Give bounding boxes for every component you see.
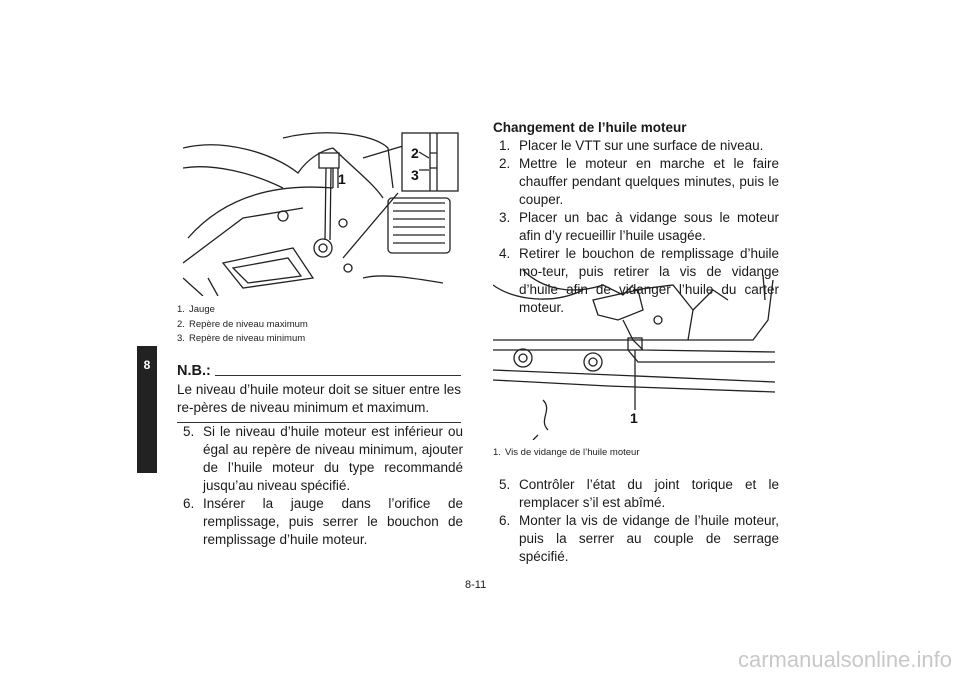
right-steps-list-2: [499, 476, 779, 566]
watermark: carmanualsonline.info: [737, 647, 952, 672]
figure2-caption: [493, 446, 640, 461]
section-title: Changement de l’huile moteur: [493, 120, 687, 135]
list-item: 5. Contrôler l’état du joint torique et le remplacer s’il est abîmé.: [499, 477, 779, 510]
caption-item: 2. Repère de niveau maximum: [177, 318, 308, 330]
note-divider: [215, 375, 461, 376]
caption-item: 1. Jauge: [177, 304, 215, 315]
list-item: 2. Mettre le moteur en marche et le faire chauffer pendant quelques minutes, puis le couper.: [499, 156, 779, 207]
drain-bolt-illustration: [493, 270, 775, 440]
caption-item: 3. Repère de niveau minimum: [177, 333, 306, 344]
chapter-tab: 8: [137, 346, 157, 473]
page-number: 8-11: [465, 579, 487, 591]
figure2-callout-1: 1: [630, 410, 638, 426]
figure1-callout-2: 2: [411, 145, 419, 161]
figure1-callout-3: 3: [411, 167, 419, 183]
dipstick-illustration: [183, 128, 463, 296]
note-title: N.B.:: [177, 363, 211, 379]
left-steps-list: [183, 423, 463, 549]
note-box: [177, 363, 461, 423]
list-item: 1. Placer le VTT sur une surface de niveau.: [499, 138, 764, 153]
list-item: 4. Retirer le bouchon de remplissage d’huile mo-teur, puis retirer la vis de vidange d’huile afin de vidanger l’huile du carter moteur.: [499, 246, 779, 315]
figure1-callout-1: 1: [338, 171, 346, 187]
note-text: Le niveau d’huile moteur doit se situer entre les re-pères de niveau minimum et maximum.: [177, 381, 461, 423]
list-item: 5. Si le niveau d’huile moteur est inférieur ou égal au repère de niveau minimum, ajouter de l’huile moteur du type recommandé jusqu’au niveau spécifié.: [183, 424, 463, 493]
list-item: 3. Placer un bac à vidange sous le moteur afin d’y recueillir l’huile usagée.: [499, 210, 779, 243]
list-item: 6. Monter la vis de vidange de l’huile moteur, puis la serrer au couple de serrage spécifié.: [499, 513, 779, 564]
list-item: 6. Insérer la jauge dans l’orifice de remplissage, puis serrer le bouchon de remplissage d’huile moteur.: [183, 496, 463, 547]
caption-item: 1. Vis de vidange de l’huile moteur: [493, 447, 640, 458]
figure1-caption: [177, 303, 308, 347]
